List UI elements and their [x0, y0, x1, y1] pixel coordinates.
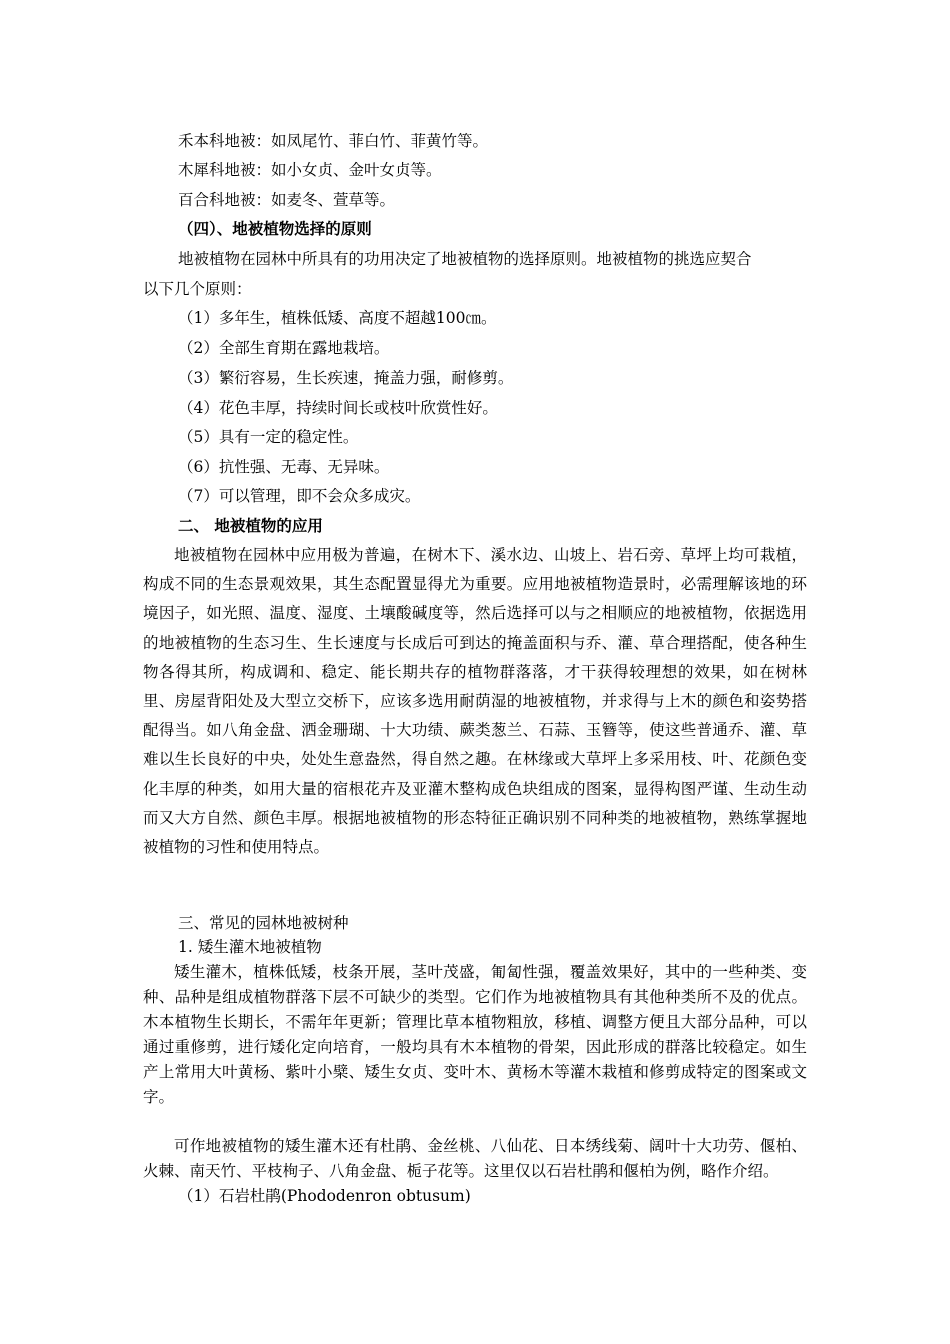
section-heading-selection-principles: （四）、地被植物选择的原则	[178, 219, 372, 238]
principle-item: （6）抗性强、无毒、无异味。	[178, 458, 390, 476]
intro-line-1: 地被植物在园林中所具有的功用决定了地被植物的选择原则。地被植物的挑选应契合	[178, 250, 752, 268]
paragraph-dwarf-shrubs: 矮生灌木，植株低矮，枝条开展，茎叶茂盛，匍匐性强，覆盖效果好，其中的一些种类、变种、品种是组成植物群落下层不可缺少的类型。它们作为地被植物具有其他种类所不及的优点。木本植物生长期长，不需年年更新；管理比草本植物粗放，移植、调整方便且大部分品种，可以通过重修剪，进行矮化定向培育，一般均具有木本植物的骨架，因此形成的群落比较稳定。如生产上常用大叶黄杨、紫叶小檗、矮生女贞、变叶木、黄杨木等灌木栽植和修剪成特定的图案或文字。	[143, 963, 807, 1106]
intro-line-2: 以下几个原则：	[143, 280, 252, 298]
principle-item: （3）繁衍容易，生长疾速，掩盖力强，耐修剪。	[178, 369, 514, 387]
paragraph-examples: 可作地被植物的矮生灌木还有杜鹃、金丝桃、八仙花、日本绣线菊、阔叶十大功劳、偃柏、火棘、南天竹、平枝栒子、八角金盘、栀子花等。这里仅以石岩杜鹃和偃柏为例，略作介绍。	[143, 1137, 807, 1180]
text-line-olive-family: 木犀科地被：如小女贞、金叶女贞等。	[178, 161, 442, 179]
principle-item: （5）具有一定的稳定性。	[178, 428, 359, 446]
text-line-lily-family: 百合科地被：如麦冬、萱草等。	[178, 191, 396, 209]
paragraph-application: 地被植物在园林中应用极为普遍，在树木下、溪水边、山坡上、岩石旁、草坪上均可栽植，构成不同的生态景观效果，其生态配置显得尤为重要。应用地被植物造景时，必需理解该地的环境因子，如光照、温度、湿度、土壤酸碱度等，然后选择可以与之相顺应的地被植物，依据选用的地被植物的生态习生、生长速度与长成后可到达的掩盖面积与乔、灌、草合理搭配，使各种生物各得其所，构成调和、稳定、能长期共存的植物群落落，才干获得较理想的效果，如在树林里、房屋背阳处及大型立交桥下，应该多选用耐荫湿的地被植物，并求得与上木的颜色和姿势搭配得当。如八角金盘、洒金珊瑚、十大功绩、蕨类葱兰、石蒜、玉簪等，使这些普通乔、灌、草难以生长良好的中央，处处生意盎然，得自然之趣。在林缘或大草坪上多采用枝、叶、花颜色变化丰厚的种类，如用大量的宿根花卉及亚灌木整构成色块组成的图案，显得构图严谨、生动生动而又大方自然、颜色丰厚。根据地被植物的形态特征正确识别不同种类的地被植物，熟练掌握地被植物的习性和使用特点。	[143, 546, 807, 857]
section-heading-application: 二、 地被植物的应用	[178, 516, 323, 535]
principle-item: （1）多年生，植株低矮、高度不超越100㎝。	[178, 309, 497, 327]
item-rhododendron: （1）石岩杜鹃(Phododenron obtusum)	[178, 1187, 471, 1205]
principle-item: （7）可以管理，即不会众多成灾。	[178, 487, 421, 505]
principle-item: （2）全部生育期在露地栽培。	[178, 339, 390, 357]
principle-item: （4）花色丰厚，持续时间长或枝叶欣赏性好。	[178, 399, 498, 417]
subheading-dwarf-shrubs: 1. 矮生灌木地被植物	[178, 938, 322, 956]
section-heading-common-species: 三、常见的园林地被树种	[178, 914, 349, 932]
text-line-grass-family: 禾本科地被：如凤尾竹、菲白竹、菲黄竹等。	[178, 132, 489, 150]
